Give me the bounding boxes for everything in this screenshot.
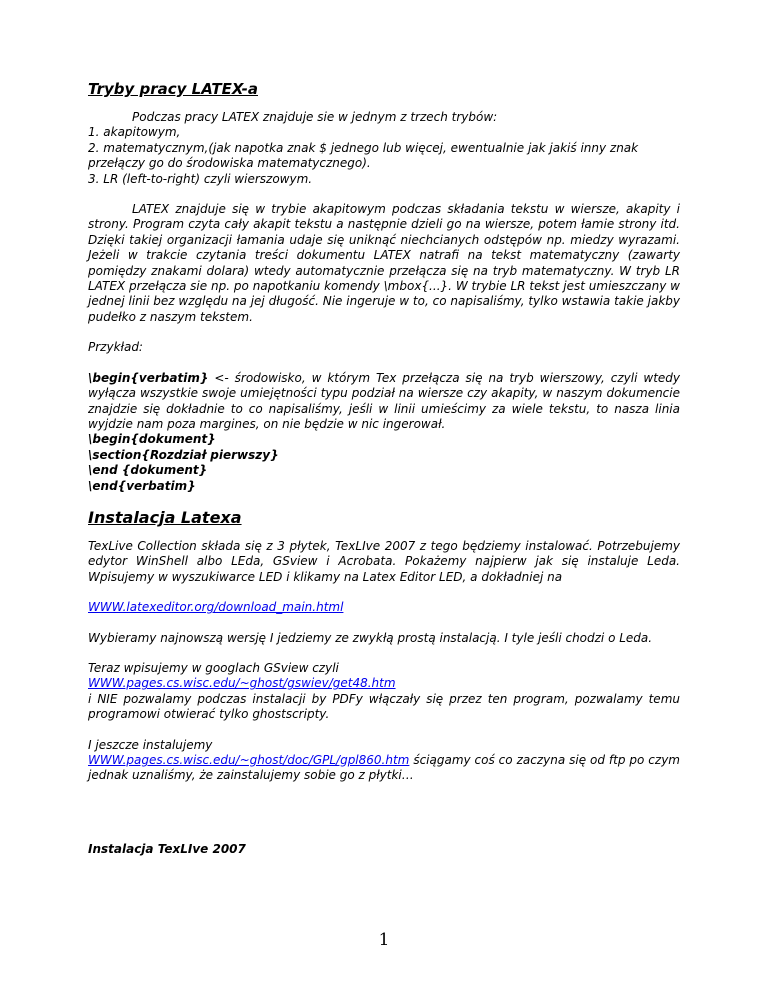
ghostscript-text: ściągamy coś co zaczyna się od ftp po czym jednak uznaliśmy, że zainstalujemy sobie go z płytki… — [88, 753, 680, 783]
list-item: 1. akapitowym, — [88, 125, 181, 140]
intro-paragraph: Podczas pracy LATEX znajduje sie w jednym z trzech trybów: — [132, 110, 498, 124]
section-title-tryby: Tryby pracy LATEX-a — [88, 80, 258, 98]
link-ghostscript[interactable]: WWW.pages.cs.wisc.edu/~ghost/doc/GPL/gpl860.htm — [88, 753, 410, 767]
gsview-paragraph: i NIE pozwalamy podczas instalacji by PDFy włączały się przez ten program, pozwalamy temu programowi otwierać tylko ghostscripty. — [88, 691, 680, 722]
list-item: 2. matematycznym,(jak napotka znak $ jednego lub więcej, ewentualnie jak jakiś inny znak przełączy go do środowiska matematycznego). — [88, 140, 639, 171]
example-command: \begin{verbatim} — [88, 370, 209, 385]
document-page — [88, 80, 680, 856]
section-title-texlive: Instalacja TexLIve 2007 — [88, 841, 246, 856]
code-line: \end{verbatim} — [88, 478, 196, 493]
ghostscript-paragraph — [88, 753, 680, 784]
link-gsview[interactable]: WWW.pages.cs.wisc.edu/~ghost/gswiev/get48.htm — [88, 676, 396, 691]
list-item: 3. LR (left-to-right) czyli wierszowym. — [88, 171, 313, 186]
example-label: Przykład: — [88, 340, 143, 355]
gsview-intro: Teraz wpisujemy w googlach GSview czyli — [88, 660, 339, 675]
section-title-instalacja: Instalacja Latexa — [88, 507, 242, 527]
code-line: \section{Rozdział pierwszy} — [88, 447, 279, 462]
texlive-paragraph: TexLive Collection składa się z 3 płytek, TexLIve 2007 z tego będziemy instalować. Potrzebujemy edytor WinShell albo LEda, GSview i Acrobata. Pokażemy najpierw jak się instaluje Leda. Wpisujemy w wyszukiwarce LED i klikamy na Latex Editor LED, a dokładniej na — [88, 538, 680, 584]
link-latexeditor[interactable]: WWW.latexeditor.org/download_main.html — [88, 600, 344, 615]
page-number: 1 — [378, 930, 390, 950]
example-text: <- środowisko, w którym Tex przełącza się na tryb wierszowy, czyli wtedy wyłącza wszystkie swoje umiejętności typu podział na wiersze czy akapity, w naszym dokumencie znajdzie się dokładnie to co napisaliśmy, jeśli w linii umieścimy za wiele tekstu, to nasza linia wyjdzie nam poza margines, on nie będzie w nic ingerował. — [88, 370, 680, 431]
led-install-paragraph: Wybieramy najnowszą wersję I jedziemy ze zwykłą prostą instalacją. I tyle jeśli chodzi o Leda. — [88, 630, 653, 645]
code-line: \end {dokument} — [88, 463, 208, 478]
example-paragraph — [88, 371, 680, 433]
modes-paragraph: LATEX znajduje się w trybie akapitowym podczas składania tekstu w wiersze, akapity i strony. Program czyta cały akapit tekstu a następnie dzieli go na wiersze, potem łamie strony itd. Dzięki takiej organizacji łamania udaje się uniknąć niechcianych odstępów np. miedzy wyrazami. Jeżeli w trakcie czytania treści dokumentu LATEX natrafi na tekst matematyczny (zawarty pomiędzy znakami dolara) wtedy automatycznie przełącza się na tryb matematyczny. W tryb LR LATEX przełącza sie np. po napotkaniu komendy \mbox{...}. W trybie LR tekst jest umieszczany w jednej linii bez względu na jej długość. Nie ingeruje w to, co napisaliśmy, tylko wstawia takie jakby pudełko z naszym tekstem. — [88, 202, 680, 324]
ghostscript-intro: I jeszcze instalujemy — [88, 737, 213, 752]
code-line: \begin{dokument} — [88, 432, 216, 447]
